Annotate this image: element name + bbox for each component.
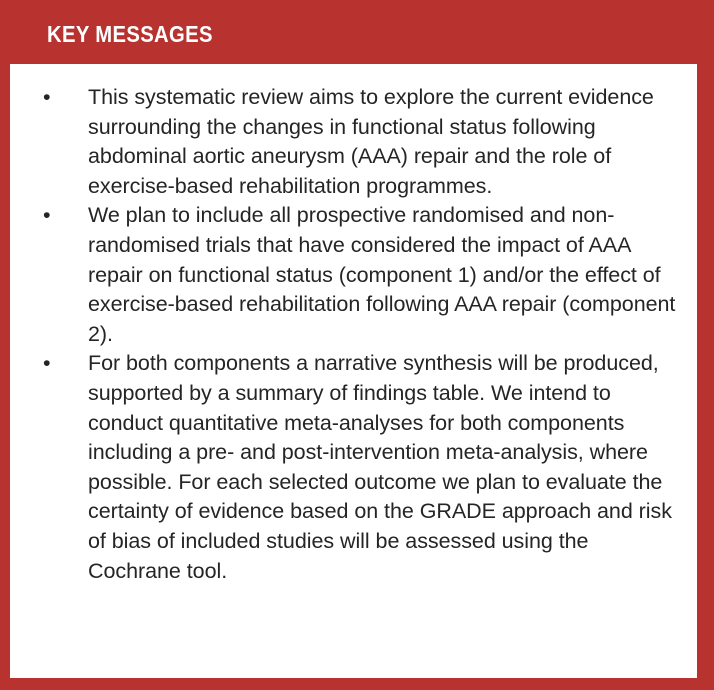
list-item (10, 349, 697, 586)
list-item-text: We plan to include all prospective randomised and non-randomised trials that have considered the impact of AAA repair on functional status (component 1) and/or the effect of exercise-based rehabilitation following AAA repair (component 2). (88, 203, 676, 346)
list-item (10, 201, 697, 349)
callout-body (10, 64, 697, 678)
list-item-text: This systematic review aims to explore the current evidence surrounding the changes in functional status following abdominal aortic aneurysm (AAA) repair and the role of exercise-based rehabilitation programmes. (88, 85, 654, 198)
bullet-marker-icon: • (43, 203, 51, 228)
key-messages-list (10, 83, 697, 586)
list-item-text: For both components a narrative synthesis will be produced, supported by a summary of findings table. We intend to conduct quantitative meta-analyses for both components including a pre- and post-intervention meta-analysis, where possible. For each selected outcome we plan to evaluate the certainty of evidence based on the GRADE approach and risk of bias of included studies will be assessed using the Cochrane tool. (88, 351, 672, 583)
list-item (10, 83, 697, 201)
callout-header-band (0, 0, 714, 64)
bullet-marker-icon: • (43, 85, 51, 109)
bullet-marker-icon: • (43, 351, 51, 376)
callout-title: KEY MESSAGES (47, 21, 213, 47)
